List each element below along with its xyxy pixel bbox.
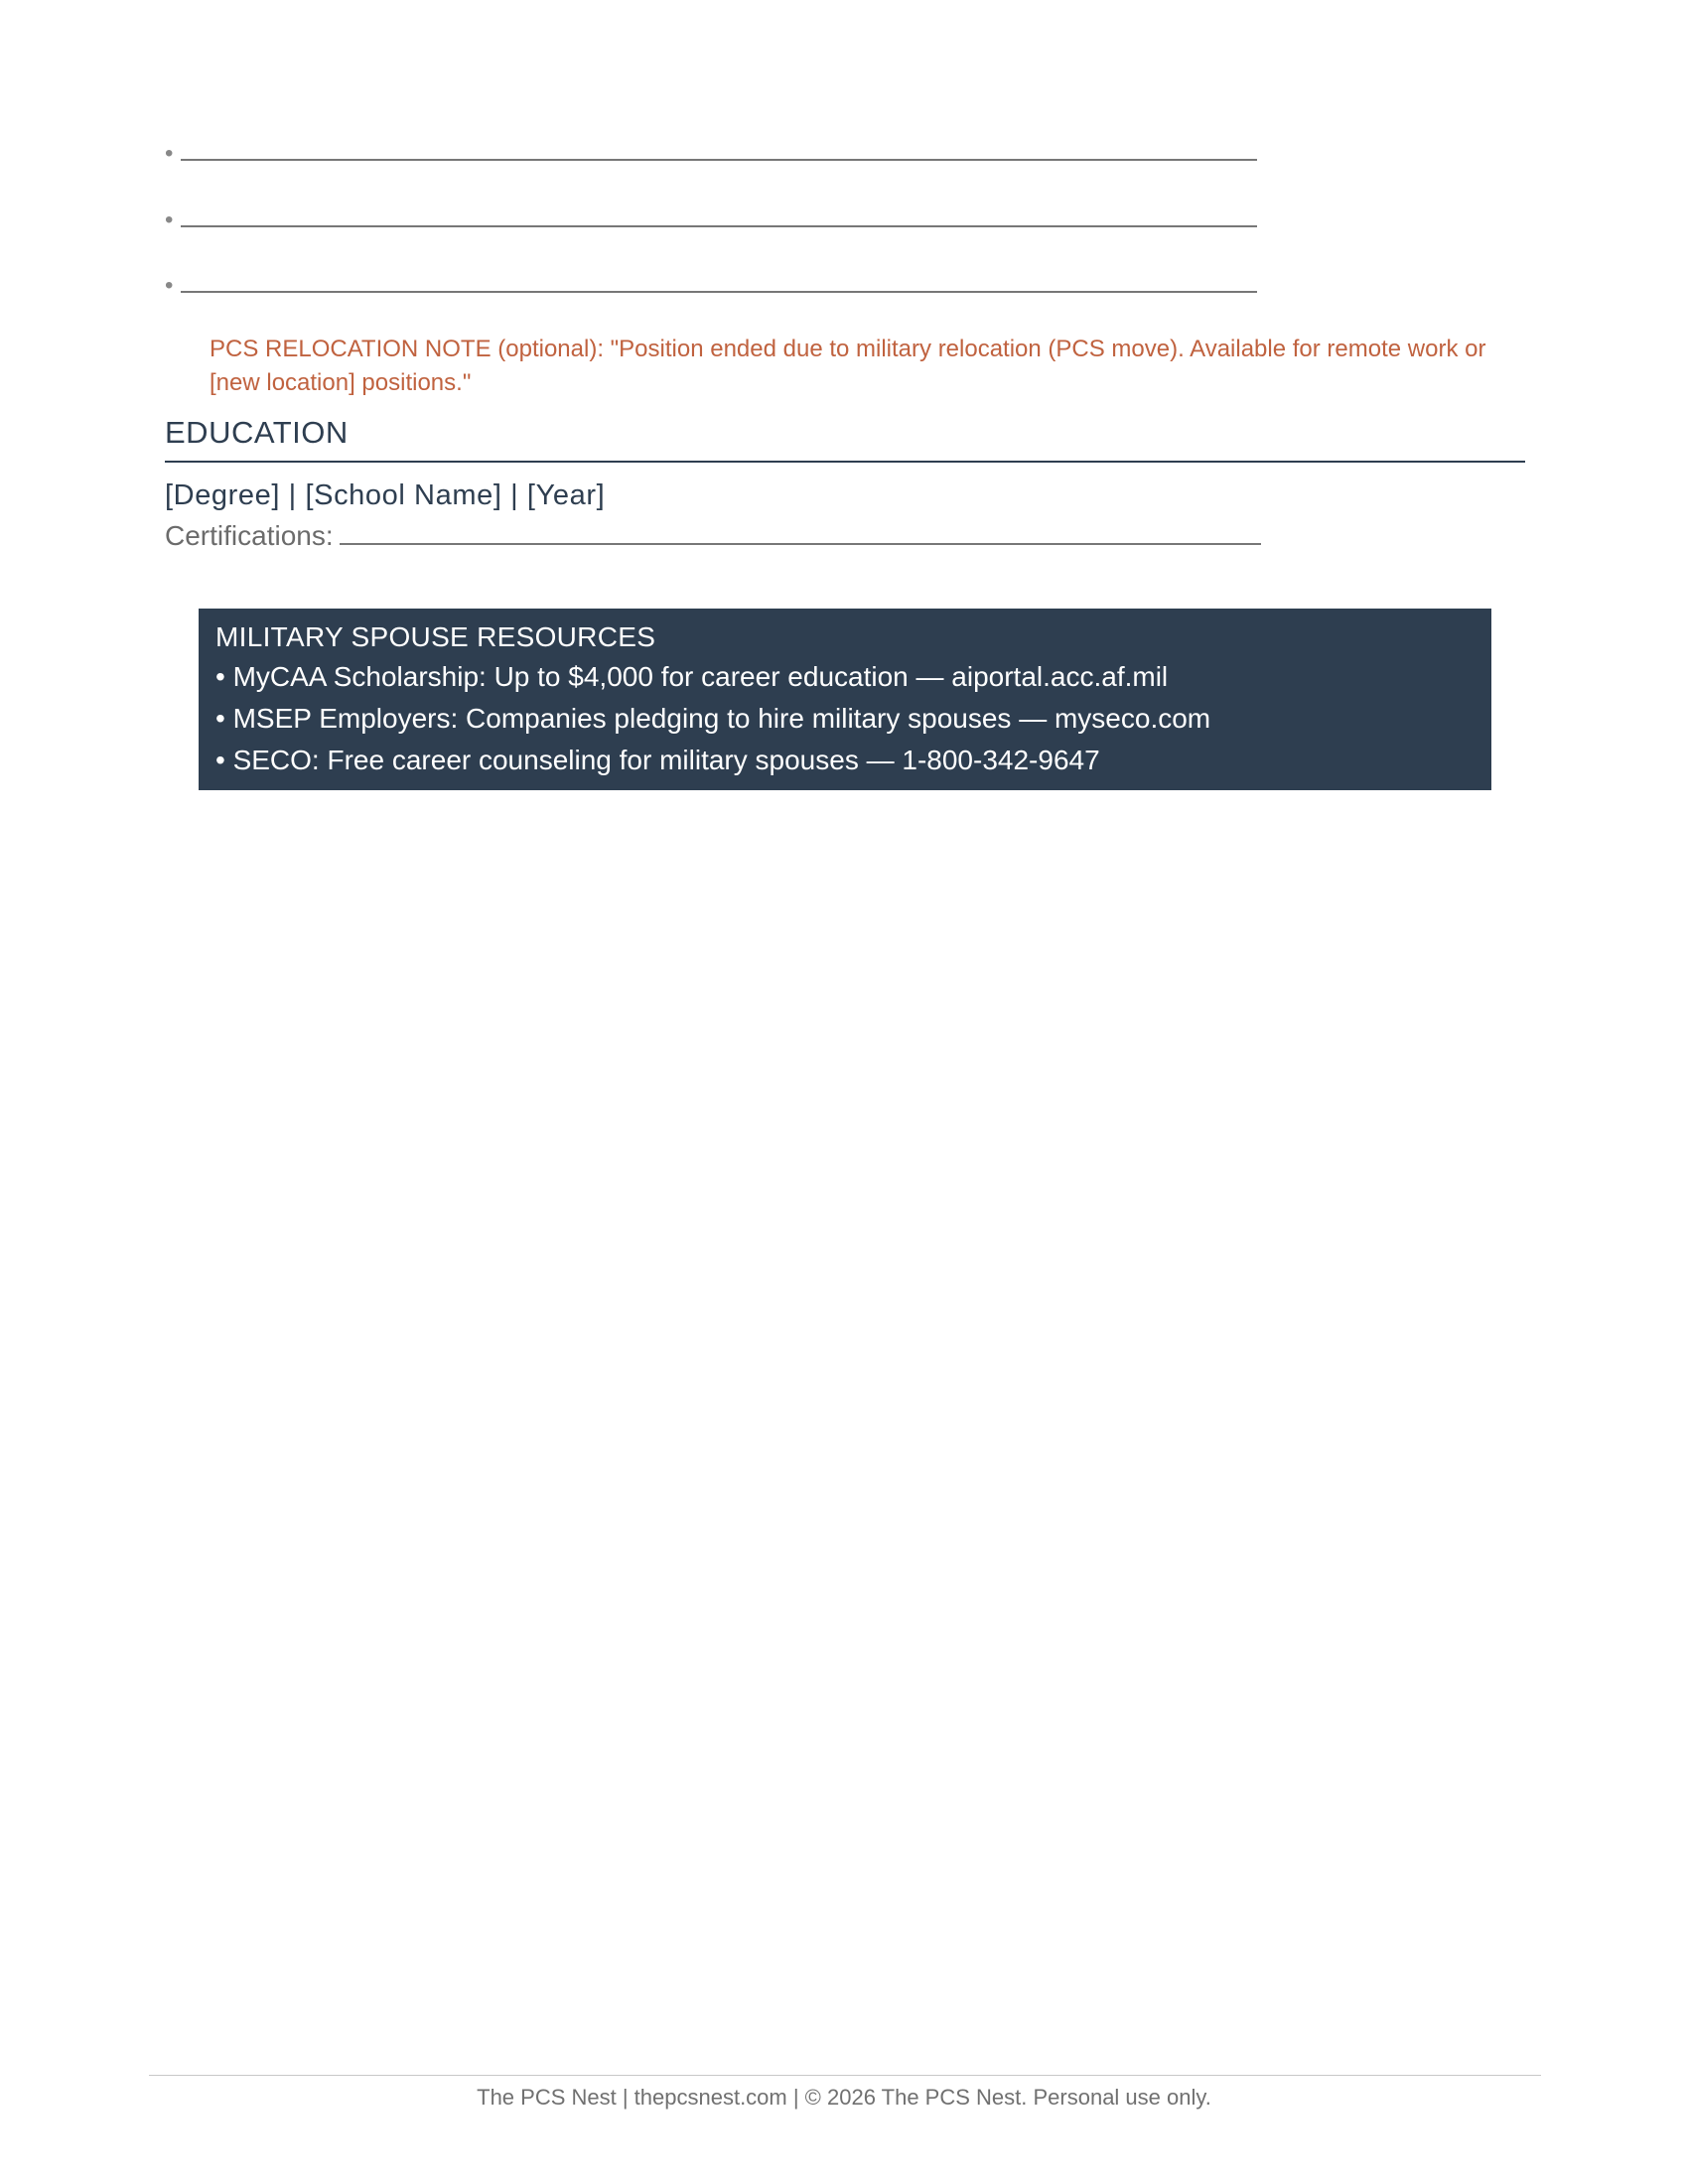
bullet-glyph: • xyxy=(165,206,174,233)
experience-bullet-line-3 xyxy=(165,269,1257,301)
footer-divider xyxy=(149,2075,1541,2076)
certifications-label: Certifications: xyxy=(165,520,334,551)
military-spouse-resources-box xyxy=(199,609,1491,790)
certifications-line xyxy=(165,519,1261,552)
certifications-blank xyxy=(340,519,1261,545)
education-heading: EDUCATION xyxy=(165,415,349,450)
blank-fill-line xyxy=(181,137,1257,161)
experience-bullet-line-1 xyxy=(165,137,1257,169)
resource-item-seco: • SECO: Free career counseling for military spouses — 1-800-342-9647 xyxy=(215,745,1100,775)
pcs-relocation-note: PCS RELOCATION NOTE (optional): "Position ended due to military relocation (PCS move). Available for remote work or [new location] positions." xyxy=(210,336,1486,396)
resource-item-mycaa: • MyCAA Scholarship: Up to $4,000 for career education — aiportal.acc.af.mil xyxy=(215,661,1169,692)
degree-line: [Degree] | [School Name] | [Year] xyxy=(165,479,606,511)
experience-bullet-line-2 xyxy=(165,204,1257,235)
blank-fill-line xyxy=(181,204,1257,227)
blank-fill-line xyxy=(181,269,1257,293)
resource-item-msep: • MSEP Employers: Companies pledging to hire military spouses — myseco.com xyxy=(215,703,1211,734)
bullet-glyph: • xyxy=(165,140,174,167)
resources-title: MILITARY SPOUSE RESOURCES xyxy=(215,621,656,652)
page-footer: The PCS Nest | thepcsnest.com | © 2026 The PCS Nest. Personal use only. xyxy=(477,2085,1211,2110)
education-divider xyxy=(165,461,1525,463)
bullet-glyph: • xyxy=(165,272,174,299)
